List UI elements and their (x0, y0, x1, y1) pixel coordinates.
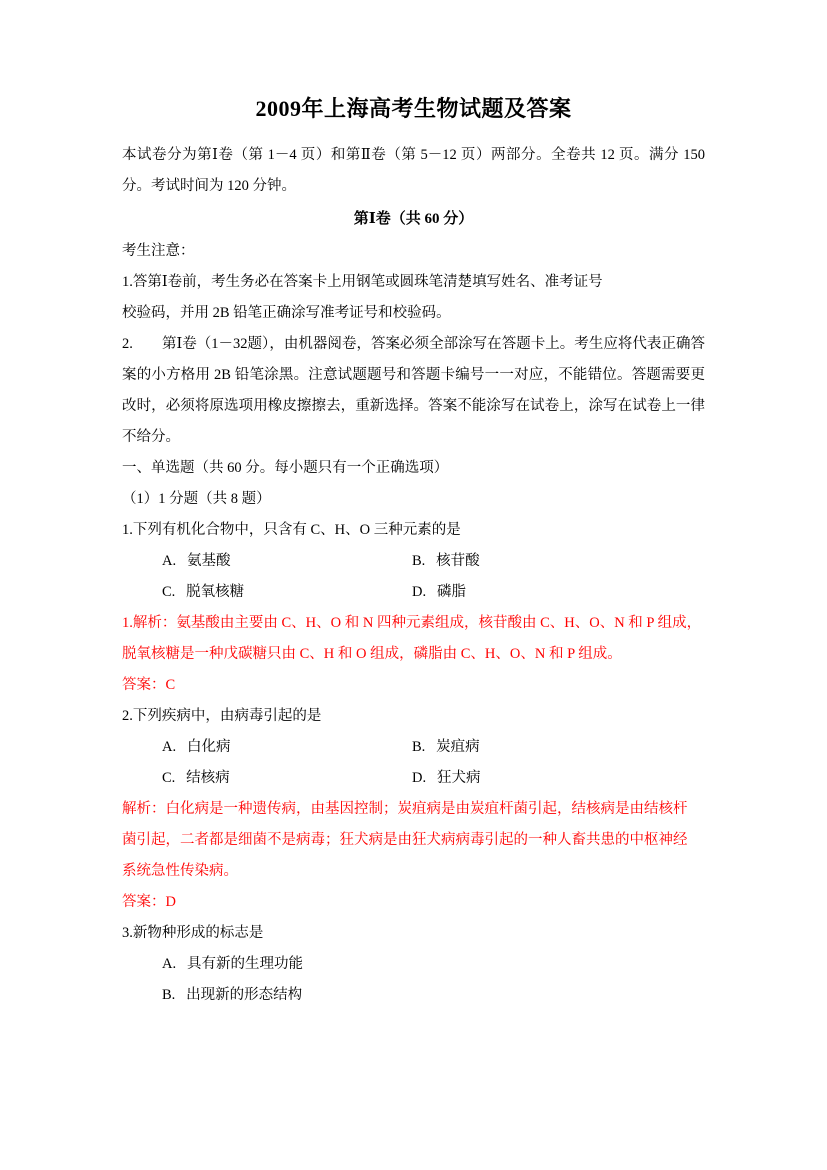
question-2-option-b[interactable] (412, 732, 662, 763)
intro-paragraph: 本试卷分为第Ⅰ卷（第 1－4 页）和第Ⅱ卷（第 5－12 页）两部分。全卷共 12 页。满分 150 分。考试时间为 120 分钟。 (122, 146, 705, 194)
question-2-analysis-line-3: 系统急性传染病。 (122, 862, 238, 879)
question-3-stem: 3.新物种形成的标志是 (122, 924, 264, 941)
question-2-options-row-2 (122, 763, 705, 794)
question-2-stem: 2.下列疾病中，由病毒引起的是 (122, 707, 322, 724)
option-label: A. (162, 552, 177, 569)
question-2-option-c[interactable] (162, 763, 412, 794)
option-text: 结核病 (186, 769, 230, 786)
question-1-options-row-1 (122, 546, 705, 577)
option-label: D. (412, 769, 427, 786)
question-2-answer: 答案：D (122, 893, 176, 910)
option-text: 出现新的形态结构 (186, 986, 303, 1003)
option-text: 炭疽病 (436, 738, 480, 755)
option-label: C. (162, 769, 176, 786)
option-text: 核苷酸 (436, 552, 480, 569)
question-1-option-d[interactable] (412, 577, 662, 608)
option-text: 氨基酸 (186, 552, 231, 569)
question-2-option-a[interactable] (162, 732, 412, 763)
group-one-heading: （1）1 分题（共 8 题） (122, 490, 271, 507)
option-text: 狂犬病 (436, 769, 481, 786)
question-1-analysis-line-1: 1.解析：氨基酸由主要由 C、H、O 和 N 四种元素组成，核苷酸由 C、H、O、N 和 P 组成， (122, 614, 702, 631)
option-label: A. (162, 955, 177, 972)
option-text: 脱氧核糖 (186, 583, 245, 600)
notice-line-3: 2. 第Ⅰ卷（1－32题），由机器阅卷，答案必须全部涂写在答题卡上。考生应将代表正确答案的小方格用 2B 铅笔涂黑。注意试题题号和答题卡编号一一对应，不能错位。答题需要更改时，必须将原选项用橡皮擦擦去，重新选择。答案不能涂写在试卷上，涂写在试卷上一律不给分。 (122, 335, 705, 445)
page-title: 2009年上海高考生物试题及答案 (255, 96, 572, 121)
option-label: B. (412, 552, 426, 569)
question-1-answer: 答案：C (122, 676, 176, 693)
section-header: 第Ⅰ卷（共 60 分） (353, 210, 474, 227)
question-2-option-d[interactable] (412, 763, 662, 794)
option-label: B. (412, 738, 426, 755)
question-2-options-row-1 (122, 732, 705, 763)
question-1-option-b[interactable] (412, 546, 662, 577)
option-label: C. (162, 583, 176, 600)
option-label: B. (162, 986, 176, 1003)
notice-line-2: 校验码，并用 2B 铅笔正确涂写准考证号和校验码。 (122, 304, 451, 321)
question-2-analysis-line-2: 菌引起，二者都是细菌不是病毒；狂犬病是由狂犬病病毒引起的一种人畜共患的中枢神经 (122, 831, 688, 848)
notice-line-1: 1.答第Ⅰ卷前，考生务必在答案卡上用钢笔或圆珠笔清楚填写姓名、准考证号 (122, 273, 603, 290)
question-3-option-b[interactable] (122, 980, 705, 1011)
notice-label: 考生注意： (122, 242, 195, 259)
question-1-options-row-2 (122, 577, 705, 608)
question-1-option-c[interactable] (162, 577, 412, 608)
option-label: D. (412, 583, 427, 600)
option-text: 白化病 (186, 738, 231, 755)
question-1-option-a[interactable] (162, 546, 412, 577)
option-label: A. (162, 738, 177, 755)
question-1-analysis-line-2: 脱氧核糖是一种戊碳糖只由 C、H 和 O 组成，磷脂由 C、H、O、N 和 P 组成。 (122, 645, 622, 662)
question-2-analysis-line-1: 解析：白化病是一种遗传病，由基因控制；炭疽病是由炭疽杆菌引起，结核病是由结核杆 (122, 800, 688, 817)
option-text: 磷脂 (436, 583, 466, 600)
option-text: 具有新的生理功能 (186, 955, 303, 972)
question-3-option-a[interactable] (122, 949, 705, 980)
part-one-heading: 一、单选题（共 60 分。每小题只有一个正确选项） (122, 459, 449, 476)
question-1-stem: 1.下列有机化合物中，只含有 C、H、O 三种元素的是 (122, 521, 461, 538)
